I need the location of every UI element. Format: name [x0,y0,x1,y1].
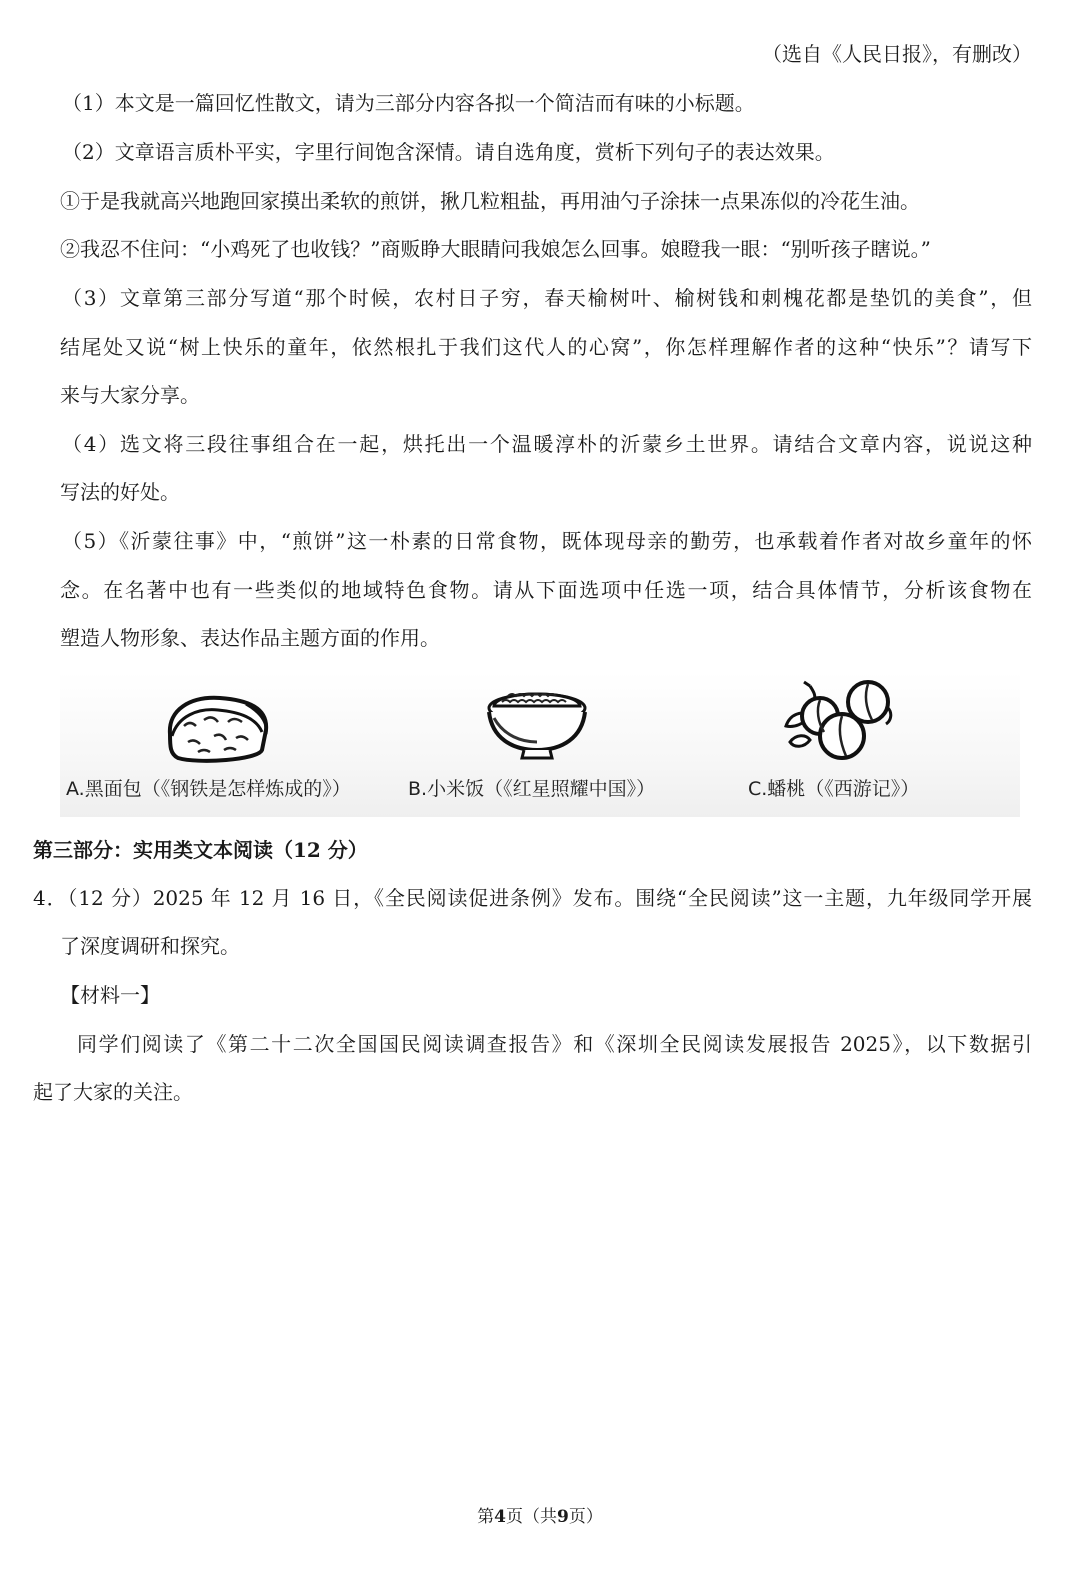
section-3-question-4-line-2: 了深度调研和探究。 [60,934,240,958]
footer-prefix: 第 [477,1507,495,1527]
question-5-line-3: 塑造人物形象、表达作品主题方面的作用。 [60,626,440,650]
material-title: 【材料一】 [60,983,160,1007]
question-2-sentence-2: ②我忍不住问：“小鸡死了也收钱？”商贩睁大眼睛问我娘怎么回事。娘瞪我一眼：“别听孩子瞎说。” [60,237,931,261]
question-3-line-1: （3）文章第三部分写道“那个时候，农村日子穷，春天榆树叶、榆树钱和刺槐花都是垫饥的美食”，但 [62,286,1032,310]
food-options-figure [60,672,1020,817]
question-4-line-2: 写法的好处。 [60,480,180,504]
footer-total-pages: 9 [557,1507,569,1527]
material-line-2: 起了大家的关注。 [33,1080,193,1104]
millet-bowl-icon [482,680,592,765]
source-note: （选自《人民日报》，有删改） [762,42,1032,66]
peach-icon [780,676,900,766]
material-line-1: 同学们阅读了《第二十二次全国国民阅读调查报告》和《深圳全民阅读发展报告 2025》，以下数据引 [77,1032,1032,1056]
footer-suffix: 页） [568,1507,603,1527]
option-b-label: B.小米饭（《红星照耀中国》） [408,778,656,800]
section-3-question-4-line-1: 4．（12 分）2025 年 12 月 16 日，《全民阅读促进条例》发布。围绕“全民阅读”这一主题，九年级同学开展 [33,886,1032,910]
footer-mid: 页（共 [506,1507,557,1527]
footer-page-number: 4 [494,1507,506,1527]
option-c [740,672,1020,817]
question-3-line-2: 结尾处又说“树上快乐的童年，依然根扎于我们这代人的心窝”，你怎样理解作者的这种“快乐”？请写下 [60,335,1032,359]
question-2: （2）文章语言质朴平实，字里行间饱含深情。请自选角度，赏析下列句子的表达效果。 [62,140,835,164]
question-2-sentence-1: ①于是我就高兴地跑回家摸出柔软的煎饼，揪几粒粗盐，再用油勺子涂抹一点果冻似的冷花生油。 [60,189,920,213]
question-1: （1）本文是一篇回忆性散文，请为三部分内容各拟一个简洁而有味的小标题。 [62,91,755,115]
option-a-label: A.黑面包（《钢铁是怎样炼成的》） [66,778,351,800]
question-5-line-1: （5）《沂蒙往事》中，“煎饼”这一朴素的日常食物，既体现母亲的勤劳，也承载着作者对故乡童年的怀 [62,529,1032,553]
option-c-label: C.蟠桃（《西游记》） [748,778,920,800]
option-a [60,672,390,817]
question-4-line-1: （4）选文将三段往事组合在一起，烘托出一个温暖淳朴的沂蒙乡土世界。请结合文章内容，说说这种 [62,432,1032,456]
question-5-line-2: 念。在名著中也有一些类似的地域特色食物。请从下面选项中任选一项，结合具体情节，分析该食物在 [60,578,1032,602]
question-3-line-3: 来与大家分享。 [60,383,200,407]
page-footer [0,1505,1080,1529]
option-b [400,672,720,817]
section-3-heading: 第三部分：实用类文本阅读（12 分） [33,838,368,862]
bread-icon [158,686,278,766]
